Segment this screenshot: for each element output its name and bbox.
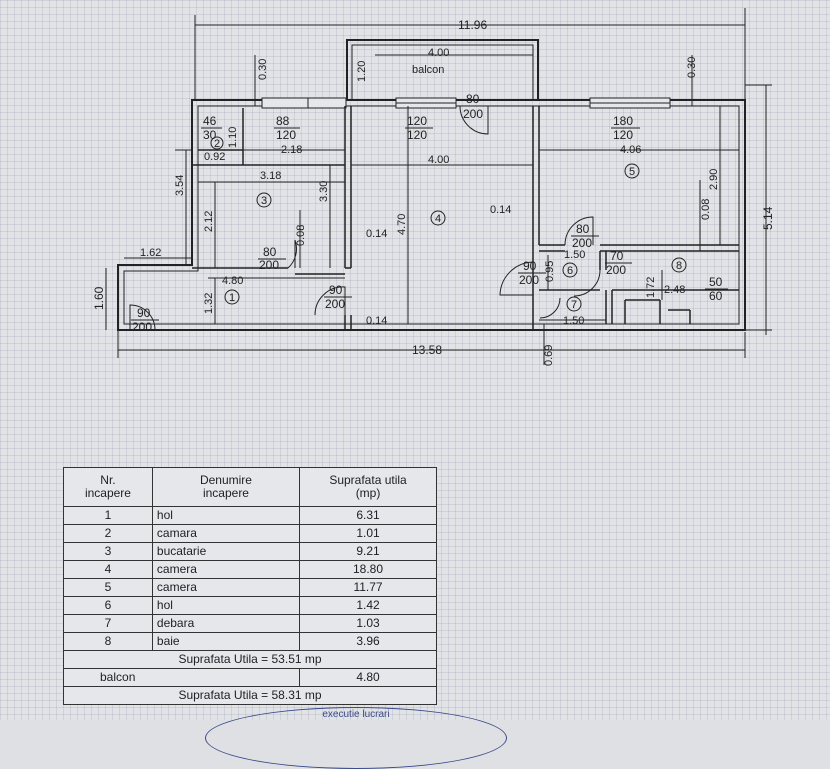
room-number: 1	[228, 292, 236, 304]
opening-top: 120	[407, 114, 428, 128]
cell-nr: 7	[64, 615, 153, 633]
opening-bottom: 200	[132, 320, 153, 334]
dim-2-18: 2.18	[281, 144, 303, 156]
header-area-line1: Suprafata utila	[329, 473, 407, 487]
dim-0-14-c: 0.14	[366, 315, 388, 327]
cell-area: 3.96	[300, 633, 437, 651]
cell-area: 1.01	[300, 525, 437, 543]
table-row	[64, 525, 437, 543]
header-name-line2: incapere	[202, 486, 249, 500]
cell-nr: 4	[64, 561, 153, 579]
balcony-name-cell: balcon	[64, 669, 300, 687]
cell-area: 1.03	[300, 615, 437, 633]
balcony-row	[64, 669, 437, 687]
cell-nr: 8	[64, 633, 153, 651]
table-row	[64, 543, 437, 561]
room-number: 4	[434, 213, 442, 225]
dim-4-70: 4.70	[396, 213, 408, 235]
dim-2-48: 2.48	[664, 284, 686, 296]
cell-area: 6.31	[300, 507, 437, 525]
room-marker-5	[625, 164, 639, 178]
opening-bottom: 200	[325, 297, 346, 311]
dim-1-60: 1.60	[92, 286, 106, 310]
cell-nr: 6	[64, 597, 153, 615]
opening-top: 88	[276, 114, 290, 128]
opening-80-200-room5	[571, 222, 599, 250]
dim-0-30-right: 0.30	[686, 56, 698, 78]
opening-top: 90	[523, 259, 537, 273]
cell-name: hol	[152, 507, 299, 525]
dim-0-30-left: 0.30	[257, 58, 269, 80]
room-number: 3	[260, 195, 268, 207]
opening-50-60	[705, 275, 728, 303]
opening-180-120	[611, 114, 640, 142]
cell-nr: 2	[64, 525, 153, 543]
header-nr	[64, 468, 153, 507]
header-name-line1: Denumire	[199, 473, 252, 487]
opening-top: 180	[613, 114, 634, 128]
door-swings	[130, 106, 600, 330]
cell-area: 18.80	[300, 561, 437, 579]
dim-4-80: 4.80	[222, 275, 244, 287]
dim-0-92: 0.92	[204, 151, 226, 163]
opening-bottom: 200	[259, 258, 280, 272]
cell-nr: 5	[64, 579, 153, 597]
dim-3-30: 3.30	[318, 180, 330, 202]
dim-0-14-b: 0.14	[490, 204, 512, 216]
cell-name: hol	[152, 597, 299, 615]
room-marker-8	[672, 258, 686, 272]
dim-0-69: 0.69	[543, 344, 555, 366]
cell-name: camera	[152, 561, 299, 579]
dim-overall-width: 11.96	[458, 18, 488, 32]
dim-1-10: 1.10	[227, 126, 239, 148]
opening-bottom: 120	[407, 128, 428, 142]
table-row	[64, 615, 437, 633]
room-marker-3	[257, 193, 271, 207]
table-row	[64, 579, 437, 597]
opening-top: 90	[329, 283, 343, 297]
opening-bottom: 200	[572, 236, 593, 250]
opening-70-200	[605, 249, 632, 277]
opening-top: 80	[576, 222, 590, 236]
table-row	[64, 597, 437, 615]
table-row	[64, 507, 437, 525]
room-marker-1	[225, 290, 239, 304]
opening-top: 70	[610, 249, 624, 263]
dim-1-50-a: 1.50	[564, 249, 586, 261]
official-stamp	[205, 707, 507, 769]
room-marker-2	[211, 137, 223, 150]
balcony-depth: 1.20	[356, 60, 368, 82]
balcony-area-cell: 4.80	[300, 669, 437, 687]
dim-total-height: 5.14	[761, 206, 775, 230]
cell-area: 9.21	[300, 543, 437, 561]
opening-bottom: 120	[613, 128, 634, 142]
opening-90-200-hol6	[518, 259, 546, 287]
dim-1-72: 1.72	[645, 276, 657, 298]
cell-name: baie	[152, 633, 299, 651]
room-marker-4	[431, 211, 445, 225]
cell-name: debara	[152, 615, 299, 633]
dim-1-62: 1.62	[140, 247, 162, 259]
dim-2-90: 2.90	[708, 168, 720, 190]
cell-name: camara	[152, 525, 299, 543]
stamp-text: executie lucrari	[322, 709, 390, 720]
cell-area: 1.42	[300, 597, 437, 615]
table-row	[64, 561, 437, 579]
opening-bottom: 200	[606, 263, 627, 277]
dim-4-06: 4.06	[620, 144, 642, 156]
dim-0-14-a: 0.14	[366, 228, 388, 240]
table-row	[64, 633, 437, 651]
room-marker-7	[567, 297, 581, 311]
opening-bottom: 200	[463, 107, 484, 121]
cell-area: 11.77	[300, 579, 437, 597]
opening-top: 80	[263, 245, 277, 259]
opening-bottom: 30	[203, 128, 217, 142]
room-number: 5	[628, 166, 636, 178]
header-nr-line2: incapere	[84, 486, 131, 500]
dim-3-54: 3.54	[174, 174, 186, 196]
room-area-table	[63, 467, 437, 705]
header-area	[300, 468, 437, 507]
dim-3-18: 3.18	[260, 170, 282, 182]
total-row	[64, 687, 437, 705]
room-number: 2	[213, 138, 221, 150]
cell-name: camera	[152, 579, 299, 597]
room-number: 8	[675, 260, 683, 272]
opening-bottom: 120	[276, 128, 297, 142]
dim-overall-length: 13.58	[412, 343, 443, 357]
dim-0-95: 0.95	[544, 260, 556, 282]
table-header-row	[64, 468, 437, 507]
room-number: 7	[570, 299, 578, 311]
opening-120-120	[405, 114, 433, 142]
cell-nr: 3	[64, 543, 153, 561]
opening-labels	[131, 92, 728, 334]
opening-top: 50	[709, 275, 723, 289]
room-number: 6	[566, 265, 574, 277]
subtotal-row	[64, 651, 437, 669]
dim-0-08-b: 0.08	[700, 198, 712, 220]
total-cell: Suprafata Utila = 58.31 mp	[64, 687, 437, 705]
dim-4-00: 4.00	[428, 154, 450, 166]
opening-top: 46	[203, 114, 217, 128]
cell-name: bucatarie	[152, 543, 299, 561]
cell-nr: 1	[64, 507, 153, 525]
subtotal-cell: Suprafata Utila = 53.51 mp	[64, 651, 437, 669]
dim-0-08-a: 0.08	[295, 224, 307, 246]
opening-90-200-room4	[324, 283, 352, 311]
opening-80-200-balcony	[462, 92, 490, 121]
dim-2-12: 2.12	[203, 210, 215, 232]
opening-top: 90	[137, 306, 151, 320]
room-marker-6	[563, 263, 577, 277]
dim-1-50-b: 1.50	[563, 315, 585, 327]
opening-bottom: 60	[709, 289, 723, 303]
balcony-width: 4.00	[428, 47, 450, 59]
opening-88-120	[274, 114, 300, 142]
header-area-line2: (mp)	[355, 486, 381, 500]
header-nr-line1: Nr.	[100, 473, 116, 487]
opening-bottom: 200	[519, 273, 540, 287]
dim-1-32: 1.32	[203, 292, 215, 314]
header-name	[152, 468, 299, 507]
balcony-label: balcon	[412, 64, 445, 76]
opening-top: 80	[466, 92, 480, 106]
